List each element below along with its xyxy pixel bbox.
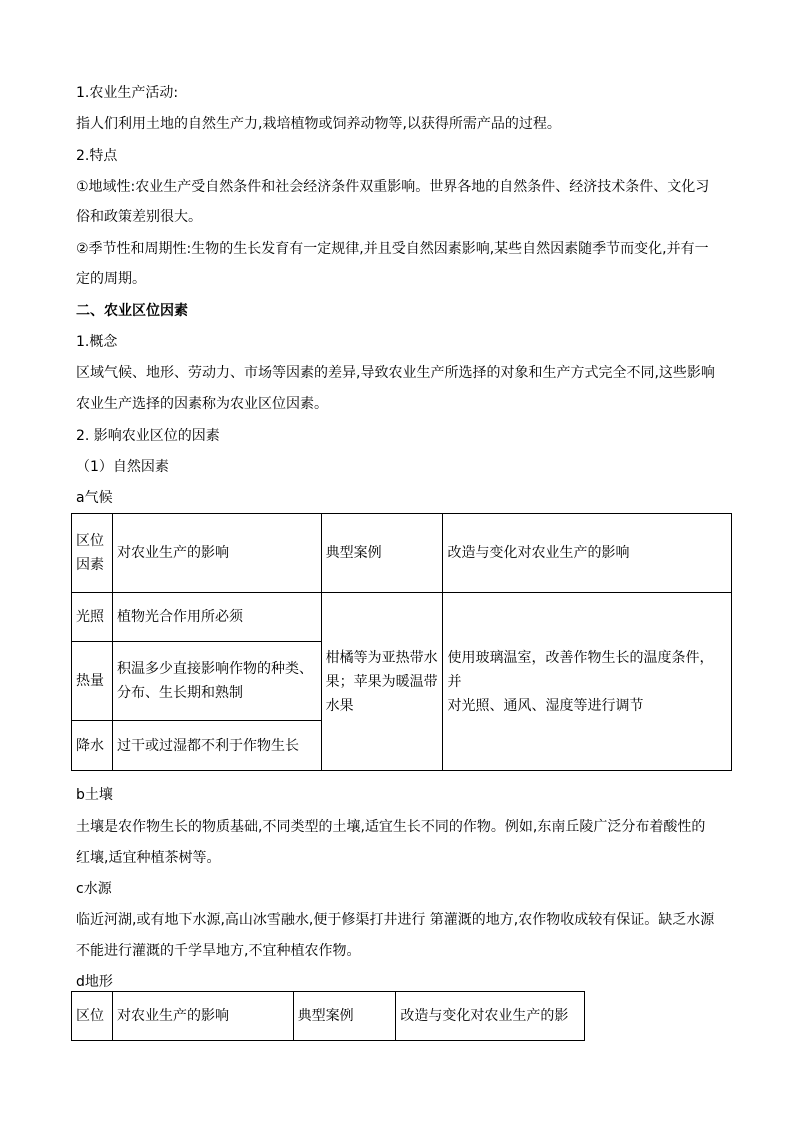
header-factor: 区位 <box>72 992 113 1041</box>
sub-heading-climate: a气候 <box>76 490 113 506</box>
transform-line2: 对光照、通风、湿度等进行调节 <box>447 697 644 714</box>
paragraph-concept-1: 区域气候、地形、劳动力、市场等因素的差异,导致农业生产所选择的对象和生产方式完全不同,这些影响 <box>76 365 715 381</box>
example-line1: 柑橘等为亚热带水 <box>325 649 438 666</box>
section-heading-location-factors: 二、农业区位因素 <box>76 303 188 319</box>
table-header-row <box>72 514 732 593</box>
terrain-table <box>71 991 585 1041</box>
sub-heading-concept: 1.概念 <box>76 334 118 350</box>
paragraph-regionality-2: 俗和政策差别很大。 <box>76 209 202 225</box>
example-cell <box>321 593 443 771</box>
factor-precip: 降水 <box>72 721 113 771</box>
sub-heading-soil: b土壤 <box>76 787 113 803</box>
paragraph-soil-2: 红壤,适宜种植茶树等。 <box>76 850 221 866</box>
header-factor-line2: 因素 <box>76 557 104 573</box>
header-factor-line1: 区位 <box>76 533 104 549</box>
header-impact: 对农业生产的影响 <box>112 992 293 1041</box>
header-transform: 改造与变化对农业生产的影响 <box>443 514 732 593</box>
paragraph-definition: 指人们利用土地的自然生产力,栽培植物或饲养动物等,以获得所需产品的过程。 <box>76 116 561 132</box>
sub-heading-natural-factors: （1）自然因素 <box>76 459 169 475</box>
section-heading-agri-activity: 1.农业生产活动: <box>76 85 179 101</box>
sub-heading-terrain: d地形 <box>76 974 113 990</box>
header-impact: 对农业生产的影响 <box>112 514 321 593</box>
paragraph-concept-2: 农业生产选择的因素称为农业区位因素。 <box>76 396 328 412</box>
example-line3: 水果 <box>325 697 354 714</box>
sub-heading-water: c水源 <box>76 881 112 897</box>
header-factor <box>72 514 113 593</box>
impact-light: 植物光合作用所必须 <box>112 593 321 642</box>
transform-line1: 使用玻璃温室，改善作物生长的温度条件，并 <box>447 649 714 690</box>
paragraph-regionality-1: ①地域性:农业生产受自然条件和社会经济条件双重影响。世界各地的自然条件、经济技术条件、文化习 <box>76 179 710 195</box>
transform-cell <box>443 593 732 771</box>
impact-precip: 过干或过湿都不利于作物生长 <box>112 721 321 771</box>
paragraph-water-1: 临近河湖,或有地下水源,高山冰雪融水,便于修渠打井进行 第灌溉的地方,农作物收成较有保证。缺乏水源 <box>76 912 715 928</box>
impact-heat <box>112 642 321 721</box>
impact-heat-line2: 分布、生长期和熟制 <box>116 685 243 701</box>
paragraph-seasonality-2: 定的周期。 <box>76 271 146 287</box>
header-transform: 改造与变化对农业生产的影 <box>396 992 585 1041</box>
header-example: 典型案例 <box>293 992 396 1041</box>
header-example: 典型案例 <box>321 514 443 593</box>
sub-heading-influencing-factors: 2. 影响农业区位的因素 <box>76 428 220 444</box>
factor-heat: 热量 <box>72 642 113 721</box>
paragraph-soil-1: 土壤是农作物生长的物质基础,不同类型的土壤,适宜生长不同的作物。例如,东南丘陵广泛分布着酸性的 <box>76 819 706 835</box>
section-heading-features: 2.特点 <box>76 148 118 164</box>
paragraph-seasonality-1: ②季节性和周期性:生物的生长发育有一定规律,并且受自然因素影响,某些自然因素随季节而变化,并有一 <box>76 241 709 257</box>
example-line2: 果；苹果为暖温带 <box>325 673 438 690</box>
factor-light: 光照 <box>72 593 113 642</box>
table-row <box>72 593 732 642</box>
paragraph-water-2: 不能进行灌溉的千学旱地方,不宜种植农作物。 <box>76 943 361 959</box>
table-header-row <box>72 992 585 1041</box>
climate-table <box>71 513 732 771</box>
impact-heat-line1: 积温多少直接影响作物的种类、 <box>116 661 313 677</box>
